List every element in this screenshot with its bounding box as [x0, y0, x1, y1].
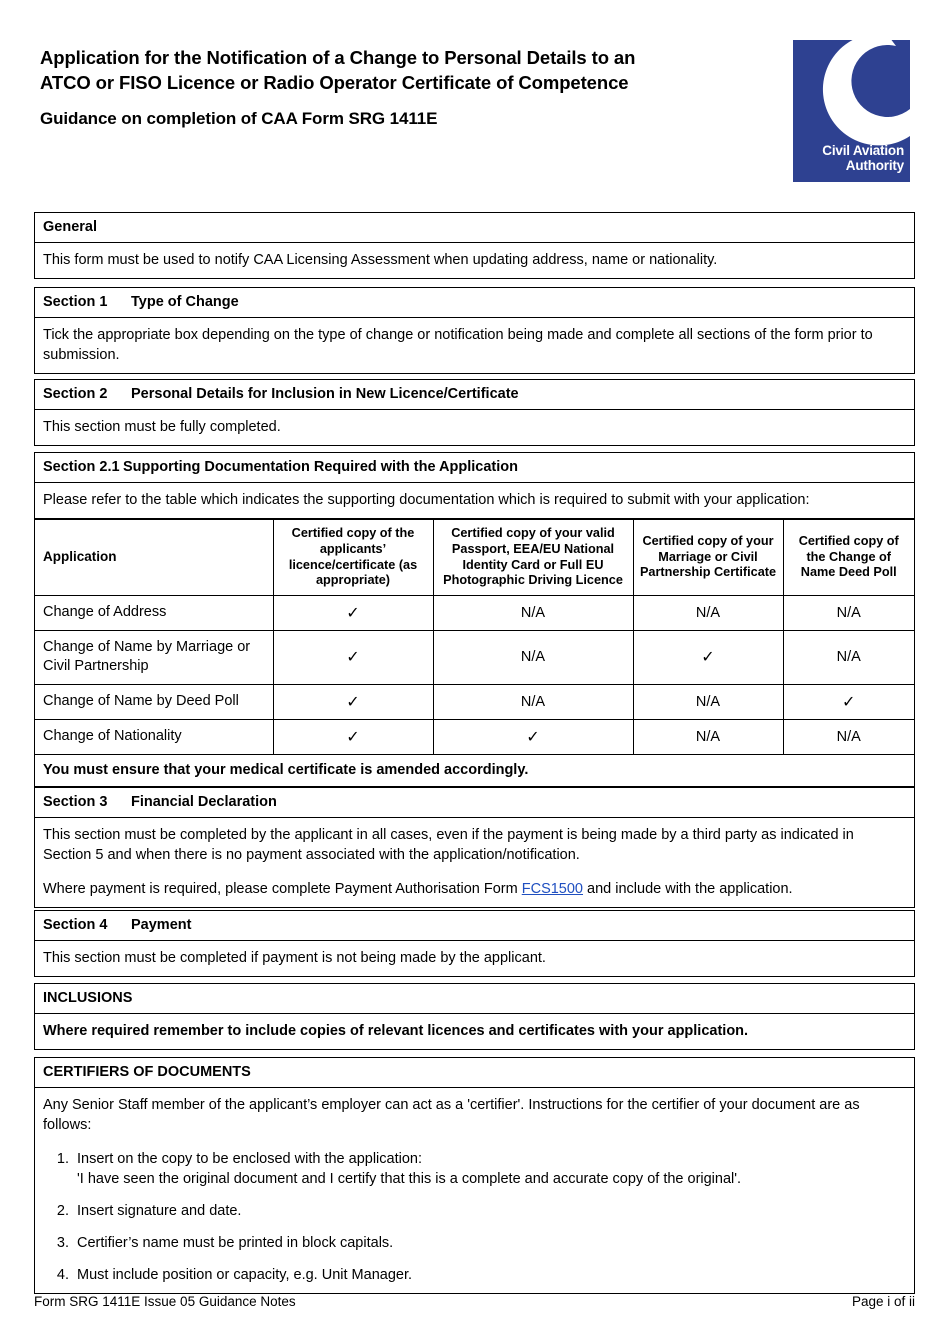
row-label-change-of-name-marriage: Change of Name by Marriage or Civil Partnership	[35, 631, 273, 685]
cell-nationality-licence	[273, 719, 433, 754]
section2-1-title: Supporting Documentation Required with the Application	[123, 459, 518, 475]
cell-nationality-marriage	[633, 719, 783, 754]
table-header-row	[35, 520, 914, 596]
col-header-application: Application	[35, 520, 273, 596]
cell-value: N/A	[836, 728, 861, 745]
cell-nationality-deedpoll	[783, 719, 914, 754]
page-subtitle: Guidance on completion of CAA Form SRG 1411E	[40, 109, 438, 129]
section4-box	[34, 910, 915, 977]
list-item-text: Must include position or capacity, e.g. Unit Manager.	[77, 1267, 413, 1283]
general-heading: General	[35, 213, 914, 243]
certifiers-instructions-list	[43, 1149, 906, 1285]
page-footer	[34, 1294, 915, 1309]
section2-1-heading	[35, 453, 914, 483]
list-item	[73, 1233, 906, 1253]
cell-value: ✓	[346, 649, 360, 667]
cell-value: N/A	[836, 649, 861, 666]
page-title	[40, 46, 780, 95]
footer-page-number: Page i of ii	[851, 1294, 915, 1309]
col-header-passport-copy: Certified copy of your valid Passport, EEA/EU National Identity Card or Full EU Photographic Driving Licence	[433, 520, 633, 596]
page-title-line2: ATCO or FISO Licence or Radio Operator Certificate of Competence	[40, 71, 629, 93]
cell-deedpoll-marriage	[633, 684, 783, 719]
section3-paragraph-2	[43, 879, 906, 899]
list-item	[73, 1149, 906, 1189]
col-header-deedpoll-copy: Certified copy of the Change of Name Deed Poll	[783, 520, 914, 596]
section4-body: This section must be completed if payment is not being made by the applicant.	[43, 950, 546, 966]
section2-heading	[35, 380, 914, 410]
cell-address-passport	[433, 596, 633, 631]
list-item-subtext: 'I have seen the original document and I certify that this is a complete and accurate copy of the original'.	[77, 1171, 742, 1187]
cell-deedpoll-passport	[433, 684, 633, 719]
caa-logo-text	[793, 143, 904, 174]
cell-value: ✓	[346, 728, 360, 746]
cell-value: N/A	[520, 649, 546, 666]
list-item	[73, 1201, 906, 1221]
certifiers-box	[34, 1057, 915, 1294]
general-body: This form must be used to notify CAA Licensing Assessment when updating address, name or nationality.	[43, 252, 718, 268]
cell-marriage-passport	[433, 631, 633, 685]
cell-value: N/A	[520, 693, 546, 710]
section3-box	[34, 787, 915, 908]
section1-heading	[35, 288, 914, 318]
section2-1-label: Section 2.1	[43, 459, 120, 475]
section2-1-intro: Please refer to the table which indicates the supporting documentation which is required to submit with your application:	[35, 483, 914, 519]
section2-1-box	[34, 452, 915, 787]
section4-label: Section 4	[43, 917, 108, 933]
cell-nationality-passport	[433, 719, 633, 754]
cell-value: ✓	[842, 693, 856, 711]
col-header-marriage-copy: Certified copy of your Marriage or Civil Partnership Certificate	[633, 520, 783, 596]
caa-logo-line1: Civil Aviation	[822, 142, 904, 158]
cell-deedpoll-deedpoll	[783, 684, 914, 719]
inclusions-body: Where required remember to include copies of relevant licences and certificates with your application.	[43, 1023, 749, 1039]
cell-value: N/A	[695, 693, 721, 710]
section3-paragraph-1: This section must be completed by the applicant in all cases, even if the payment is being made by a third party as indicated in Section 5 and when there is no payment associated with the application/notification.	[43, 827, 854, 863]
section2-title: Personal Details for Inclusion in New Licence/Certificate	[131, 386, 519, 402]
page-title-line1: Application for the Notification of a Change to Personal Details to an	[40, 47, 636, 68]
section3-heading	[35, 788, 914, 818]
cell-address-licence	[273, 596, 433, 631]
section1-body: Tick the appropriate box depending on the type of change or notification being made and complete all sections of the form prior to submission.	[43, 327, 873, 363]
cell-value: ✓	[346, 605, 360, 622]
footer-form-reference: Form SRG 1411E Issue 05 Guidance Notes	[34, 1294, 296, 1309]
cell-marriage-marriage	[633, 631, 783, 685]
title-block	[40, 40, 780, 129]
section1-label: Section 1	[43, 294, 108, 310]
table-row	[35, 631, 914, 685]
cell-value: ✓	[526, 728, 540, 746]
table-row	[35, 719, 914, 754]
certifiers-intro: Any Senior Staff member of the applicant’s employer can act as a 'certifier'. Instructions for the certifier of your document are as follows:	[43, 1097, 860, 1133]
inclusions-heading: INCLUSIONS	[35, 984, 914, 1014]
certifiers-heading: CERTIFIERS OF DOCUMENTS	[35, 1058, 914, 1088]
list-item-text: Insert signature and date.	[77, 1203, 242, 1219]
section3-para2-after: and include with the application.	[583, 881, 793, 897]
general-box	[34, 212, 915, 279]
table-row	[35, 596, 914, 631]
cell-deedpoll-licence	[273, 684, 433, 719]
cell-value: N/A	[695, 605, 721, 621]
cell-value: N/A	[836, 605, 861, 621]
certifiers-body	[35, 1088, 914, 1293]
document-header	[40, 40, 910, 182]
row-label-change-of-nationality: Change of Nationality	[35, 719, 273, 754]
list-item	[73, 1265, 906, 1285]
cell-value: N/A	[520, 605, 546, 621]
fcs1500-link[interactable]: FCS1500	[521, 881, 583, 897]
section4-title: Payment	[131, 917, 192, 933]
section1-box	[34, 287, 915, 374]
section3-label: Section 3	[43, 794, 108, 810]
section2-body: This section must be fully completed.	[43, 419, 281, 435]
section3-title: Financial Declaration	[131, 794, 277, 810]
cell-address-deedpoll	[783, 596, 914, 631]
cell-address-marriage	[633, 596, 783, 631]
caa-logo	[793, 40, 910, 182]
cell-value: N/A	[695, 728, 721, 745]
section3-body	[35, 818, 914, 907]
section3-para2-before: Where payment is required, please complete Payment Authorisation Form	[43, 881, 522, 897]
cell-value: ✓	[701, 649, 715, 667]
cell-marriage-licence	[273, 631, 433, 685]
list-item-text: Certifier’s name must be printed in block capitals.	[77, 1235, 394, 1251]
section2-label: Section 2	[43, 386, 108, 402]
caa-logo-line2: Authority	[845, 158, 904, 174]
row-label-change-of-address: Change of Address	[35, 596, 273, 631]
section1-title: Type of Change	[131, 294, 239, 310]
list-item-text: Insert on the copy to be enclosed with the application:	[77, 1151, 422, 1167]
table-row	[35, 684, 914, 719]
medical-certificate-note: You must ensure that your medical certificate is amended accordingly.	[35, 754, 914, 786]
row-label-change-of-name-deedpoll: Change of Name by Deed Poll	[35, 684, 273, 719]
supporting-documentation-table	[35, 519, 914, 754]
section4-heading	[35, 911, 914, 941]
cell-marriage-deedpoll	[783, 631, 914, 685]
inclusions-box	[34, 983, 915, 1050]
section2-box	[34, 379, 915, 446]
cell-value: ✓	[346, 693, 360, 711]
col-header-licence-copy: Certified copy of the applicants’ licence/certificate (as appropriate)	[273, 520, 433, 596]
